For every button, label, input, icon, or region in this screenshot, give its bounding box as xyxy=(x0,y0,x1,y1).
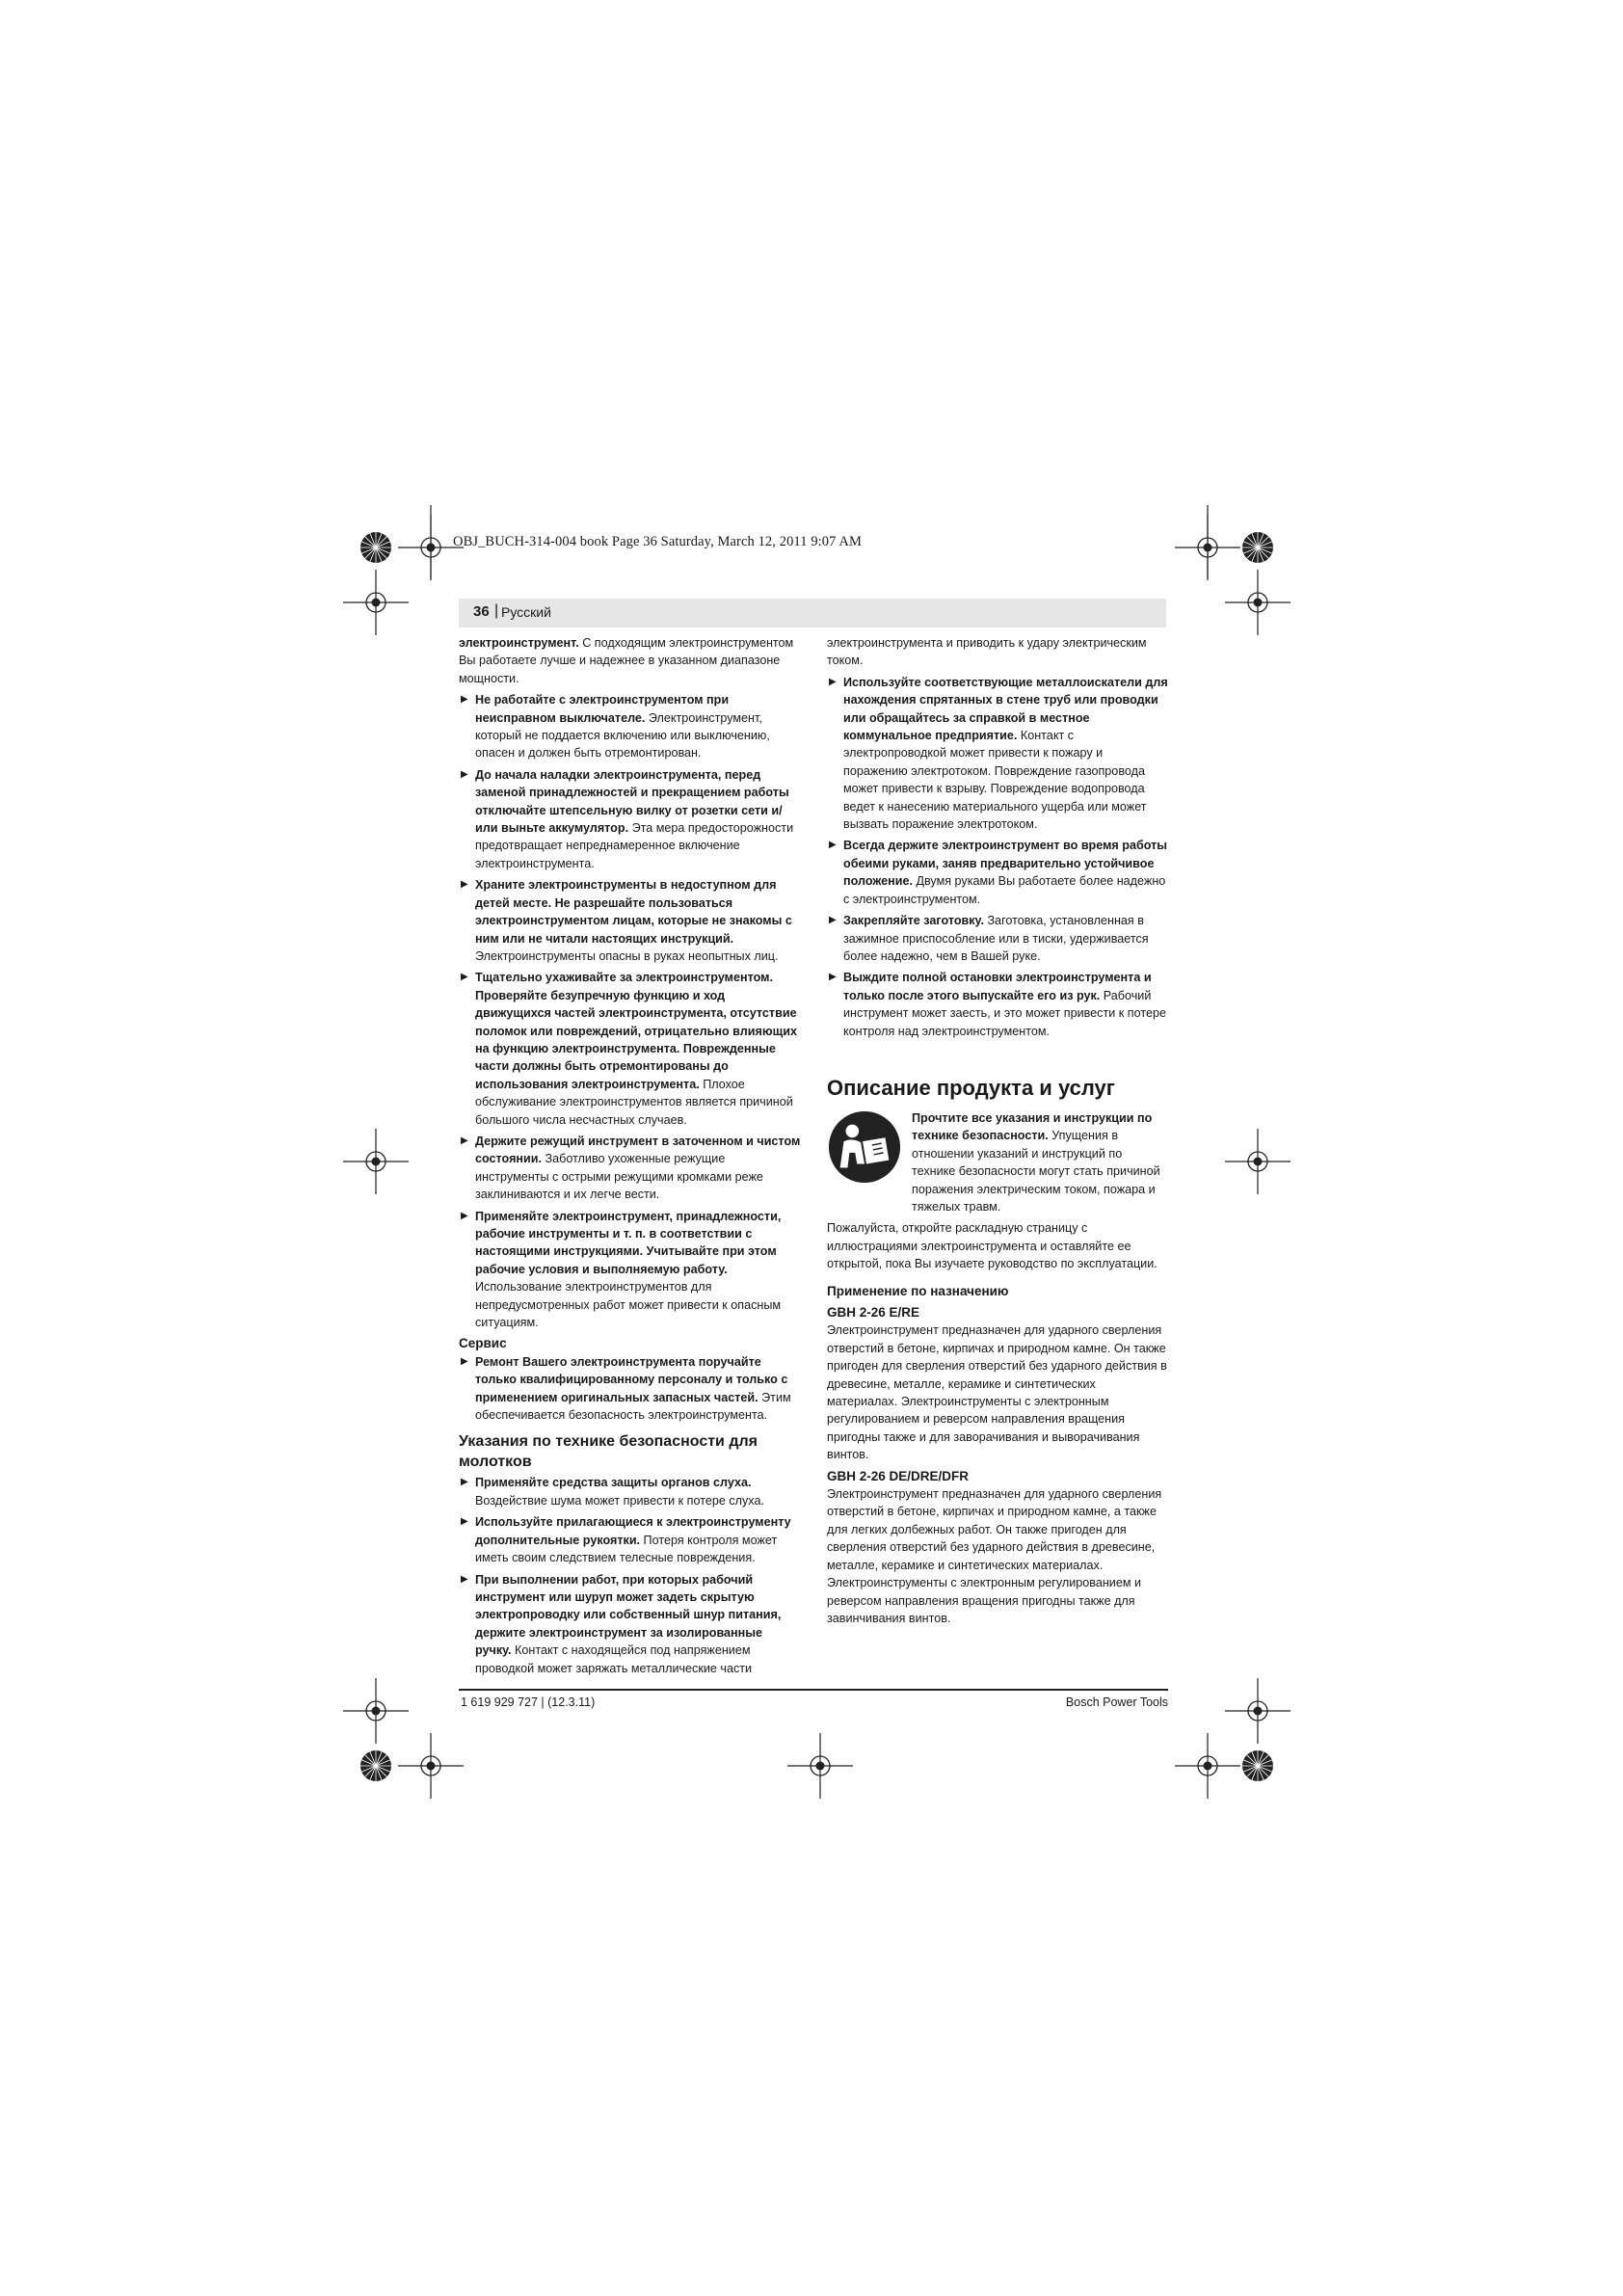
hammer-item: ▶ Применяйте средства защиты органов слуха. Воздействие шума может привести к потере слуха. xyxy=(461,1476,764,1508)
bullet-arrow-icon: ▶ xyxy=(829,676,837,687)
bullet-arrow-icon: ▶ xyxy=(461,972,468,983)
safety-item: ▶ До начала наладки электроинструмента, перед заменой принадлежностей и прекращением работы отключайте штепсельную вилку от розетки сети и/или выньте аккумулятор. Эта мера предосторожности предотвращает непреднамеренное включение электроинструмента. xyxy=(461,767,794,870)
safety-item: ▶ Используйте соответствующие металлоискатели для нахождения спрятанных в стене труб или проводки или обращайтесь за справкой в местное коммунальное предприятие. Контакт с электропроводкой может привести к пожару и поражению электротоком. Повреждение газопровода может привести к взрыву. Повреждение водопровода ведет к нанесению материального ущерба или может вызвать поражение электротоком. xyxy=(829,675,1168,832)
bullet-arrow-icon: ▶ xyxy=(829,972,837,983)
intro-paragraph: электроинструмент. С подходящим электроинструментом Вы работаете лучше и надежнее в указанном диапазоне мощности. xyxy=(459,636,794,685)
bullet-arrow-icon: ▶ xyxy=(461,1477,468,1488)
bullet-arrow-icon: ▶ xyxy=(461,1210,468,1221)
continuation-paragraph: электроинструмента и приводить к удару электрическим током. xyxy=(827,636,1147,668)
header-separator: | xyxy=(494,602,499,619)
model-description: Электроинструмент предназначен для ударного сверления отверстий в бетоне, кирпичах и природном камне, а также для легких долбежных работ. Он также пригоден для сверления отверстий без ударного действия в древесине, металле, керамике и синтетических материалах. Электроинструменты с электронным регулированием и реверсом направления вращения пригодны также для завинчивания винтов. xyxy=(827,1487,1162,1625)
model-heading: GBH 2-26 E/RE xyxy=(827,1305,920,1320)
bullet-arrow-icon: ▶ xyxy=(461,694,468,706)
warning-block xyxy=(827,1109,1168,1215)
safety-item: ▶ Тщательно ухаживайте за электроинструментом. Проверяйте безупречную функцию и ход движущихся частей электроинструмента, отсутствие поломок или повреждений, отрицательно влияющих на функцию электроинструмента. Поврежденные части должны быть отремонтированы до использования электроинструмента. Плохое обслуживание электроинструментов является причиной большого числа несчастных случаев. xyxy=(461,971,797,1127)
safety-item: ▶ Закрепляйте заготовку. Заготовка, установленная в зажимное приспособление или в тиски, удерживается более надежно, чем в Вашей руке. xyxy=(829,914,1149,963)
footer-rule xyxy=(459,1689,1168,1691)
read-manual-icon xyxy=(827,1109,902,1185)
page-header-bar xyxy=(459,599,1166,627)
left-column xyxy=(459,634,802,1677)
safety-item: ▶ Применяйте электроинструмент, принадлежности, рабочие инструменты и т. п. в соответствии с настоящими инструкциями. Учитывайте при этом рабочие условия и выполняемую работу. Использование электроинструментов для непредусмотренных работ может привести к опасным ситуациям. xyxy=(461,1209,782,1330)
bullet-arrow-icon: ▶ xyxy=(461,768,468,780)
bullet-arrow-icon: ▶ xyxy=(829,840,837,851)
print-info-line: OBJ_BUCH-314-004 book Page 36 Saturday, March 12, 2011 9:07 AM xyxy=(453,534,862,549)
warning-text: Прочтите все указания и инструкции по технике безопасности. Упущения в отношении указаний и инструкций по технике безопасности могут стать причиной поражения электрическим током, пожара и тяжелых травм. xyxy=(912,1110,1160,1214)
hammer-item: ▶ Используйте прилагающиеся к электроинструменту дополнительные рукоятки. Потеря контроля может иметь своим следствием телесные повреждения. xyxy=(461,1515,791,1565)
bullet-arrow-icon: ▶ xyxy=(461,1573,468,1585)
safety-item: ▶ Держите режущий инструмент в заточенном и чистом состоянии. Заботливо ухоженные режущие инструменты с острыми режущими кромками реже заклиниваются и их легче вести. xyxy=(461,1134,801,1202)
bullet-arrow-icon: ▶ xyxy=(829,915,837,926)
model-description: Электроинструмент предназначен для ударного сверления отверстий в бетоне, кирпичах и природном камне. Он также пригоден для сверления отверстий без ударного действия в древесине, металле, керамике и синтетических материалах. Электроинструменты с электронным регулированием и реверсом направления вращения пригодны также и для заворачивания и выворачивания винтов. xyxy=(827,1323,1167,1462)
footer-doc-number: 1 619 929 727 | (12.3.11) xyxy=(461,1695,596,1709)
service-heading: Сервис xyxy=(459,1336,507,1351)
safety-item: ▶ Храните электроинструменты в недоступном для детей месте. Не разрешайте пользоваться электроинструментом лицам, которые не знакомы с ним или не читали настоящих инструкций. Электроинструменты опасны в руках неопытных лиц. xyxy=(461,878,792,963)
section-title: Описание продукта и услуг xyxy=(827,1075,1115,1100)
fold-out-note: Пожалуйста, откройте раскладную страницу с иллюстрациями электроинструмента и оставляйте ее открытой, пока Вы изучаете руководство по эксплуатации. xyxy=(827,1221,1157,1271)
hammer-safety-heading: Указания по технике безопасности для молотков xyxy=(459,1433,758,1471)
page-number: 36 xyxy=(473,603,490,620)
safety-item: ▶ Не работайте с электроинструментом при неисправном выключателе. Электроинструмент, который не поддается включению или выключению, опасен и должен быть отремонтирован. xyxy=(461,693,770,761)
bullet-arrow-icon: ▶ xyxy=(461,1135,468,1146)
model-heading: GBH 2-26 DE/DRE/DFR xyxy=(827,1468,970,1483)
safety-item: ▶ Выждите полной остановки электроинструмента и только после этого выпускайте его из рук. Рабочий инструмент может заесть, и это может привести к потере контроля над электроинструментом. xyxy=(829,971,1166,1038)
bullet-arrow-icon: ▶ xyxy=(461,1516,468,1528)
service-item: ▶ Ремонт Вашего электроинструмента поручайте только квалифицированному персоналу и только с применением оригинальных запасных частей. Этим обеспечивается безопасность электроинструмента. xyxy=(461,1354,791,1423)
right-column xyxy=(827,634,1168,1627)
header-language: Русский xyxy=(501,604,551,620)
bullet-arrow-icon: ▶ xyxy=(461,1355,468,1367)
hammer-item: ▶ При выполнении работ, при которых рабочий инструмент или шуруп может задеть скрытую электропроводку или собственный шнур питания, держите электроинструмент за изолированные ручку. Контакт с находящейся под напряжением проводкой может заряжать металлические части xyxy=(461,1572,782,1675)
footer-brand: Bosch Power Tools xyxy=(1065,1695,1168,1709)
safety-item: ▶ Всегда держите электроинструмент во время работы обеими руками, заняв предварительно устойчивое положение. Двумя руками Вы работаете более надежно с электроинструментом. xyxy=(829,839,1168,906)
intended-use-heading: Применение по назначению xyxy=(827,1283,1009,1298)
bullet-arrow-icon: ▶ xyxy=(461,879,468,891)
